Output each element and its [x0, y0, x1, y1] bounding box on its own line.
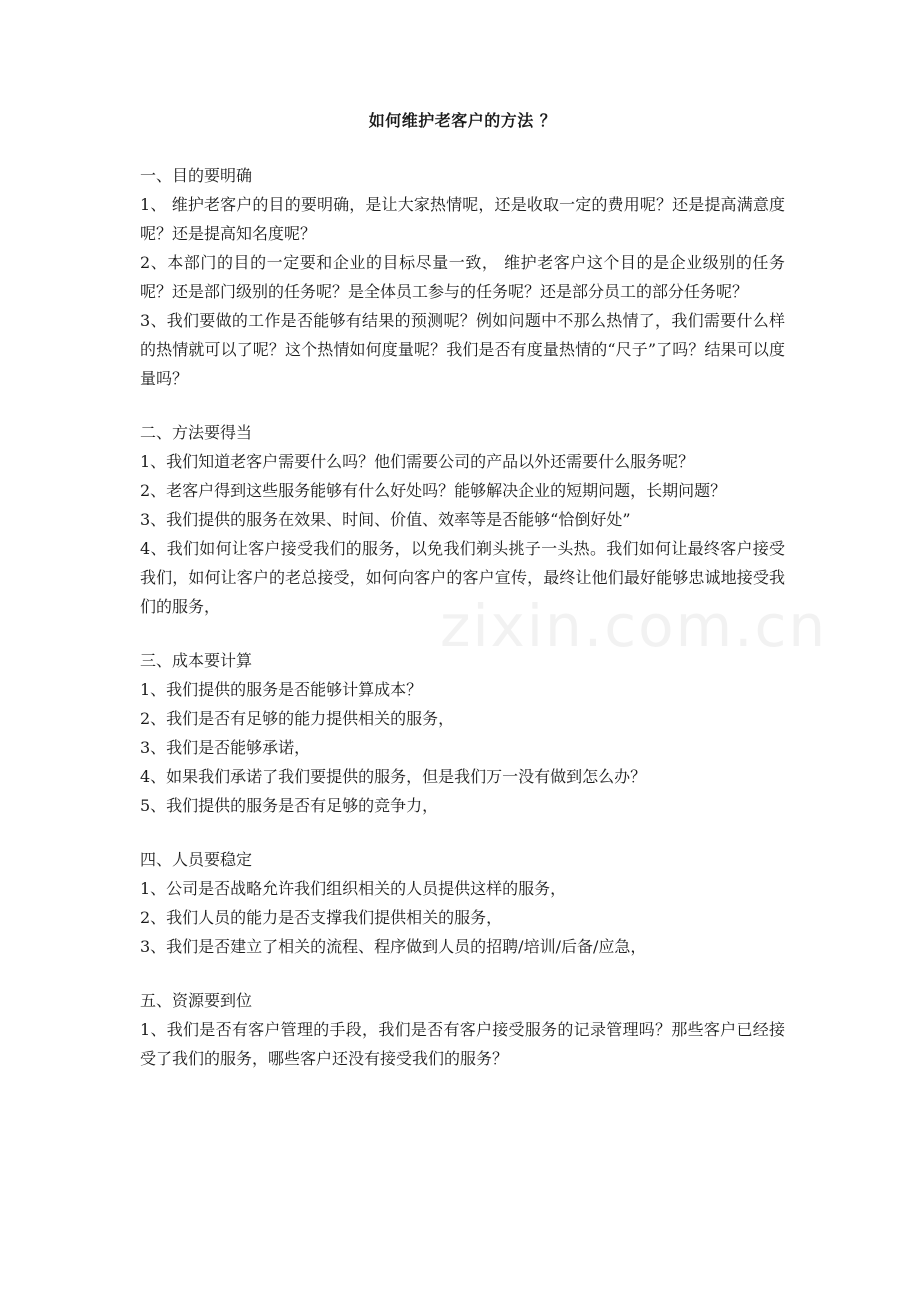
list-item: 2、我们人员的能力是否支撑我们提供相关的服务，	[140, 908, 503, 927]
section-resources	[140, 987, 785, 1073]
document-title: 如何维护老客户的方法 ？	[368, 111, 557, 130]
section-heading: 五、资源要到位	[140, 991, 253, 1010]
section-heading: 四、人员要稳定	[140, 850, 253, 869]
list-item: 4、如果我们承诺了我们要提供的服务，但是我们万一没有做到怎么办？	[140, 767, 647, 786]
list-item: 3、我们要做的工作是否能够有结果的预测呢？例如问题中不那么热情了，我们需要什么样的热情就可以了呢？这个热情如何度量呢？我们是否有度量热情的“尺子”了吗？结果可以度量吗？	[140, 311, 785, 388]
document-page	[140, 108, 785, 1099]
section-heading: 一、目的要明确	[140, 166, 253, 185]
section-heading: 二、方法要得当	[140, 423, 253, 442]
list-item: 5、我们提供的服务是否有足够的竞争力，	[140, 796, 439, 815]
list-item: 1、公司是否战略允许我们组织相关的人员提供这样的服务，	[140, 879, 567, 898]
section-method	[140, 419, 785, 621]
list-item: 2、老客户得到这些服务能够有什么好处吗？能够解决企业的短期问题，长期问题？	[140, 481, 727, 500]
list-item: 1、我们知道老客户需要什么吗？他们需要公司的产品以外还需要什么服务呢？	[140, 452, 695, 471]
section-purpose	[140, 162, 785, 393]
section-cost	[140, 647, 785, 820]
list-item: 3、我们是否建立了相关的流程、程序做到人员的招聘/培训/后备/应急，	[140, 937, 647, 956]
section-staff	[140, 846, 785, 961]
section-heading: 三、成本要计算	[140, 651, 253, 670]
list-item: 3、我们提供的服务在效果、时间、价值、效率等是否能够“恰倒好处”	[140, 510, 631, 529]
watermark: zixin.com.cn	[440, 592, 828, 660]
list-item: 2、本部门的目的一定要和企业的目标尽量一致， 维护老客户这个目的是企业级别的任务呢？还是部门级别的任务呢？是全体员工参与的任务呢？还是部分员工的部分任务呢？	[140, 253, 785, 301]
list-item: 1、我们提供的服务是否能够计算成本？	[140, 680, 423, 699]
list-item: 2、我们是否有足够的能力提供相关的服务，	[140, 709, 455, 728]
list-item: 4、我们如何让客户接受我们的服务，以免我们剃头挑子一头热。我们如何让最终客户接受我们，如何让客户的老总接受，如何向客户的客户宣传，最终让他们最好能够忠诚地接受我们的服务，	[140, 539, 785, 616]
list-item: 1、我们是否有客户管理的手段，我们是否有客户接受服务的记录管理吗？那些客户已经接受了我们的服务，哪些客户还没有接受我们的服务？	[140, 1020, 785, 1068]
list-item: 1、 维护老客户的目的要明确，是让大家热情呢，还是收取一定的费用呢？还是提高满意度呢？还是提高知名度呢？	[140, 195, 785, 243]
list-item: 3、我们是否能够承诺，	[140, 738, 311, 757]
